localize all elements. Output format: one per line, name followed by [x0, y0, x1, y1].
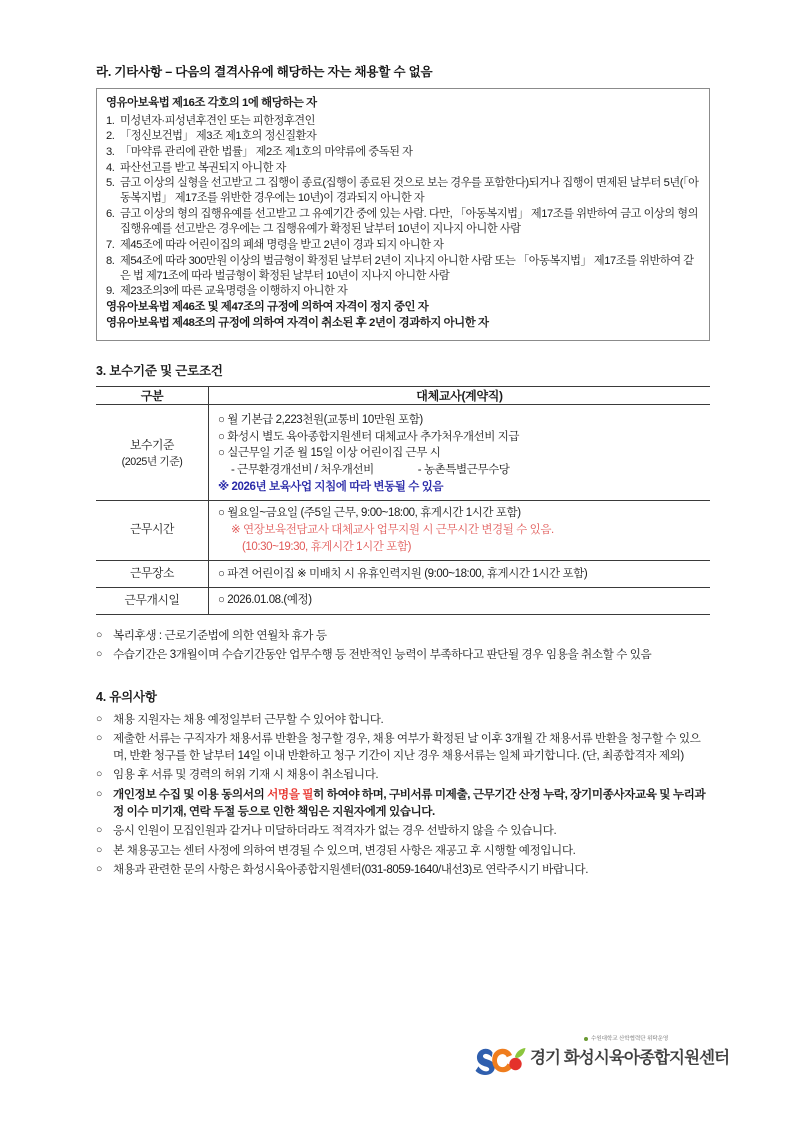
item-index: 9.: [106, 285, 115, 298]
circle-bullet-icon: ○: [96, 787, 102, 800]
value-line-note-blue: ※ 2026년 보육사업 지침에 따라 변동될 수 있음: [218, 480, 444, 493]
item-index: 3.: [106, 145, 115, 158]
table-header-row: [96, 387, 710, 405]
notice-item: [96, 712, 710, 729]
item-index: 4.: [106, 161, 115, 174]
notice-text: 채용 지원자는 채용 예정일부터 근무할 수 있어야 합니다.: [113, 712, 384, 726]
disqualification-item: [106, 145, 700, 160]
row-label-text: 근무장소: [130, 565, 174, 580]
disqualification-item: [106, 129, 700, 144]
section-3-heading: 3. 보수기준 및 근로조건: [96, 364, 223, 379]
disqualification-item: [106, 161, 700, 176]
note-item: [96, 647, 710, 664]
value-line: ○ 파견 어린이집 ※ 미배치 시 유휴인력지원 (9:00~18:00, 휴게시간 1시간 포함): [218, 567, 588, 580]
row-label-subtext: (2025년 기준): [121, 455, 183, 468]
circle-bullet-icon: ○: [96, 732, 102, 745]
table-row-start-date: [96, 587, 710, 614]
disqualification-item: [106, 254, 700, 284]
value-subitem: - 농촌특별근무수당: [417, 464, 510, 477]
value-line: ○ 2026.01.08.(예정): [218, 594, 312, 607]
item-text: 금고 이상의 형의 집행유예를 선고받고 그 유예기간 중에 있는 사람. 다만, 「아동복지법」 제17조를 위반하여 금고 이상의 형의 집행유예를 선고받은 경우에는 그 집행유예가 확정된 날부터 10년이 지나지 아니한 사람: [120, 208, 699, 236]
logo-supertext: [584, 1034, 668, 1042]
row-label-text: 근무시간: [130, 522, 174, 537]
item-text: 「마약류 관리에 관한 법률」 제2조 제1호의 마약류에 중독된 자: [120, 145, 413, 158]
notice-text: 본 채용공고는 센터 사정에 의하여 변경될 수 있으며, 변경된 사항은 재공고 후 시행할 예정입니다.: [113, 843, 576, 857]
notice-item-emphasis: [96, 787, 710, 821]
item-text: 금고 이상의 실형을 선고받고 그 집행이 종료(집행이 종료된 것으로 보는 경우를 포함한다)되거나 집행이 면제된 날부터 5년(「아동복지법」 제17조를 위반한 경우에는 10년)이 경과되지 아니한 자: [120, 177, 699, 205]
section-spacer: [96, 667, 710, 687]
item-text: 제45조에 따라 어린이집의 폐쇄 명령을 받고 2년이 경과 되지 아니한 자: [120, 238, 444, 251]
row-value-hours: [209, 500, 711, 560]
table-header-category: 구분: [96, 387, 209, 405]
item-index: 8.: [106, 254, 115, 267]
value-line: ○ 실근무일 기준 월 15일 이상 어린이집 근무 시: [218, 447, 441, 460]
disqualification-item-list: [106, 114, 700, 300]
value-line: ○ 월 기본급 2,223천원(교통비 10만원 포함): [218, 414, 423, 427]
disqualification-item: [106, 114, 700, 129]
circle-bullet-icon: ○: [96, 824, 102, 837]
table-row-hours: [96, 500, 710, 560]
section-ra-heading: 라. 기타사항 – 다음의 결격사유에 해당하는 자는 채용할 수 없음: [96, 65, 433, 79]
row-value-start-date: [209, 587, 711, 614]
notice-item: [96, 843, 710, 860]
conditions-table: [96, 386, 710, 615]
item-text: 미성년자·피성년후견인 또는 피한정후견인: [120, 114, 316, 127]
item-index: 7.: [106, 238, 115, 251]
item-text: 파산선고를 받고 복권되지 아니한 자: [120, 161, 286, 174]
section-4-notes: [96, 712, 710, 879]
table-row-salary: [96, 408, 710, 501]
section-4-heading: 4. 유의사항: [96, 689, 157, 704]
item-text: 「정신보건법」 제3조 제1호의 정신질환자: [120, 130, 317, 143]
row-label-location: [96, 560, 209, 587]
row-value-salary: [209, 408, 711, 501]
row-label-start-date: [96, 587, 209, 614]
center-logo-icon: [474, 1046, 528, 1076]
row-label-hours: [96, 500, 209, 560]
value-line-note-red: ※ 연장보육전담교사 대체교사 업무지원 시 근무시간 변경될 수 있음.: [231, 524, 554, 537]
disqualification-item: [106, 238, 700, 253]
item-index: 5.: [106, 177, 115, 190]
bullet-dot-icon: [584, 1037, 588, 1041]
table-header-position: 대체교사(계약직): [209, 387, 711, 405]
value-line-two-col: [218, 462, 710, 479]
notice-item: [96, 767, 710, 784]
item-index: 1.: [106, 114, 115, 127]
value-line-note-red: (10:30~19:30, 휴게시간 1시간 포함): [242, 540, 412, 553]
organization-name: 경기 화성시육아종합지원센터: [530, 1049, 730, 1067]
document-content: [96, 62, 710, 881]
disqualification-item: [106, 207, 700, 237]
notice-text-highlight: 서명을 필: [267, 787, 314, 801]
item-index: 2.: [106, 130, 115, 143]
table-row-location: [96, 560, 710, 587]
row-value-location: [209, 560, 711, 587]
disqualification-box: [96, 88, 710, 341]
disqualification-bold-line: 영유아보육법 제48조의 규정에 의하여 자격이 취소된 후 2년이 경과하지 아니한 자: [106, 317, 489, 330]
value-subitem: - 근무환경개선비 / 처우개선비: [231, 464, 374, 477]
disqualification-item: [106, 176, 700, 206]
disqualification-box-title: 영유아보육법 제16조 각호의 1에 해당하는 자: [106, 97, 317, 109]
item-text: 제54조에 따라 300만원 이상의 벌금형이 확정된 날부터 2년이 지나지 아니한 사람 또는 「아동복지법」 제17조를 위반하여 같은 법 제71조에 따라 벌금형이 확정된 날부터 10년이 지나지 아니한 사람: [120, 254, 694, 282]
circle-bullet-icon: ○: [96, 628, 102, 641]
circle-bullet-icon: ○: [96, 712, 102, 725]
item-index: 6.: [106, 208, 115, 221]
disqualification-item: [106, 284, 700, 299]
row-label-text: 근무개시일: [124, 592, 180, 607]
notice-text-part: 개인정보 수집 및 이용 동의서의: [113, 787, 268, 801]
note-item: [96, 628, 710, 645]
notice-item: [96, 862, 710, 879]
section-3-notes: [96, 628, 710, 664]
row-label-text: 보수기준: [130, 438, 174, 453]
notice-text: 제출한 서류는 구직자가 채용서류 반환을 청구할 경우, 채용 여부가 확정된 날 이후 3개월 간 채용서류 반환을 청구할 수 있으며, 반환 청구를 한 날부터 14일 이내 반환하고 청구 기간이 지난 경우 채용서류는 일체 파기합니다. (단, 최종합격자 제외): [113, 732, 701, 762]
note-text: 복리후생 : 근로기준법에 의한 연월차 휴가 등: [113, 628, 327, 642]
item-text: 제23조의3에 따른 교육명령을 이행하지 아니한 자: [120, 285, 348, 298]
circle-bullet-icon: ○: [96, 862, 102, 875]
notice-item: [96, 731, 710, 765]
row-label-salary: [96, 408, 209, 501]
disqualification-bold-line: 영유아보육법 제46조 및 제47조의 규정에 의하여 자격이 정지 중인 자: [106, 301, 429, 314]
notice-text: 채용과 관련한 문의 사항은 화성시육아종합지원센터(031-8059-1640/내선3)로 연락주시기 바랍니다.: [113, 862, 589, 876]
logo-supertext-label: 수원대학교 산학협력단 위탁운영: [591, 1036, 669, 1042]
circle-bullet-icon: ○: [96, 768, 102, 781]
value-line: ○ 화성시 별도 육아종합지원센터 대체교사 추가처우개선비 지급: [218, 430, 520, 443]
circle-bullet-icon: ○: [96, 843, 102, 856]
notice-text-part: 히 하여야 하며, 구비서류 미제출, 근무기간 산정 누락, 장기미종사자교육 및 누리과정 이수 미기재, 연락 두절 등으로 인한 책임은 지원자에게 있습니다.: [113, 787, 706, 818]
note-text: 수습기간은 3개월이며 수습기간동안 업무수행 등 전반적인 능력이 부족하다고 판단될 경우 임용을 취소할 수 있음: [113, 648, 652, 662]
value-line: ○ 월요일~금요일 (주5일 근무, 9:00~18:00, 휴게시간 1시간 포함): [218, 507, 521, 520]
circle-bullet-icon: ○: [96, 648, 102, 661]
notice-text: 임용 후 서류 및 경력의 허위 기재 시 채용이 취소됩니다.: [113, 768, 379, 782]
notice-text: 응시 인원이 모집인원과 같거나 미달하더라도 적격자가 없는 경우 선발하지 않을 수 있습니다.: [113, 824, 557, 838]
footer-logo-block: [474, 1034, 730, 1080]
notice-item: [96, 823, 710, 840]
